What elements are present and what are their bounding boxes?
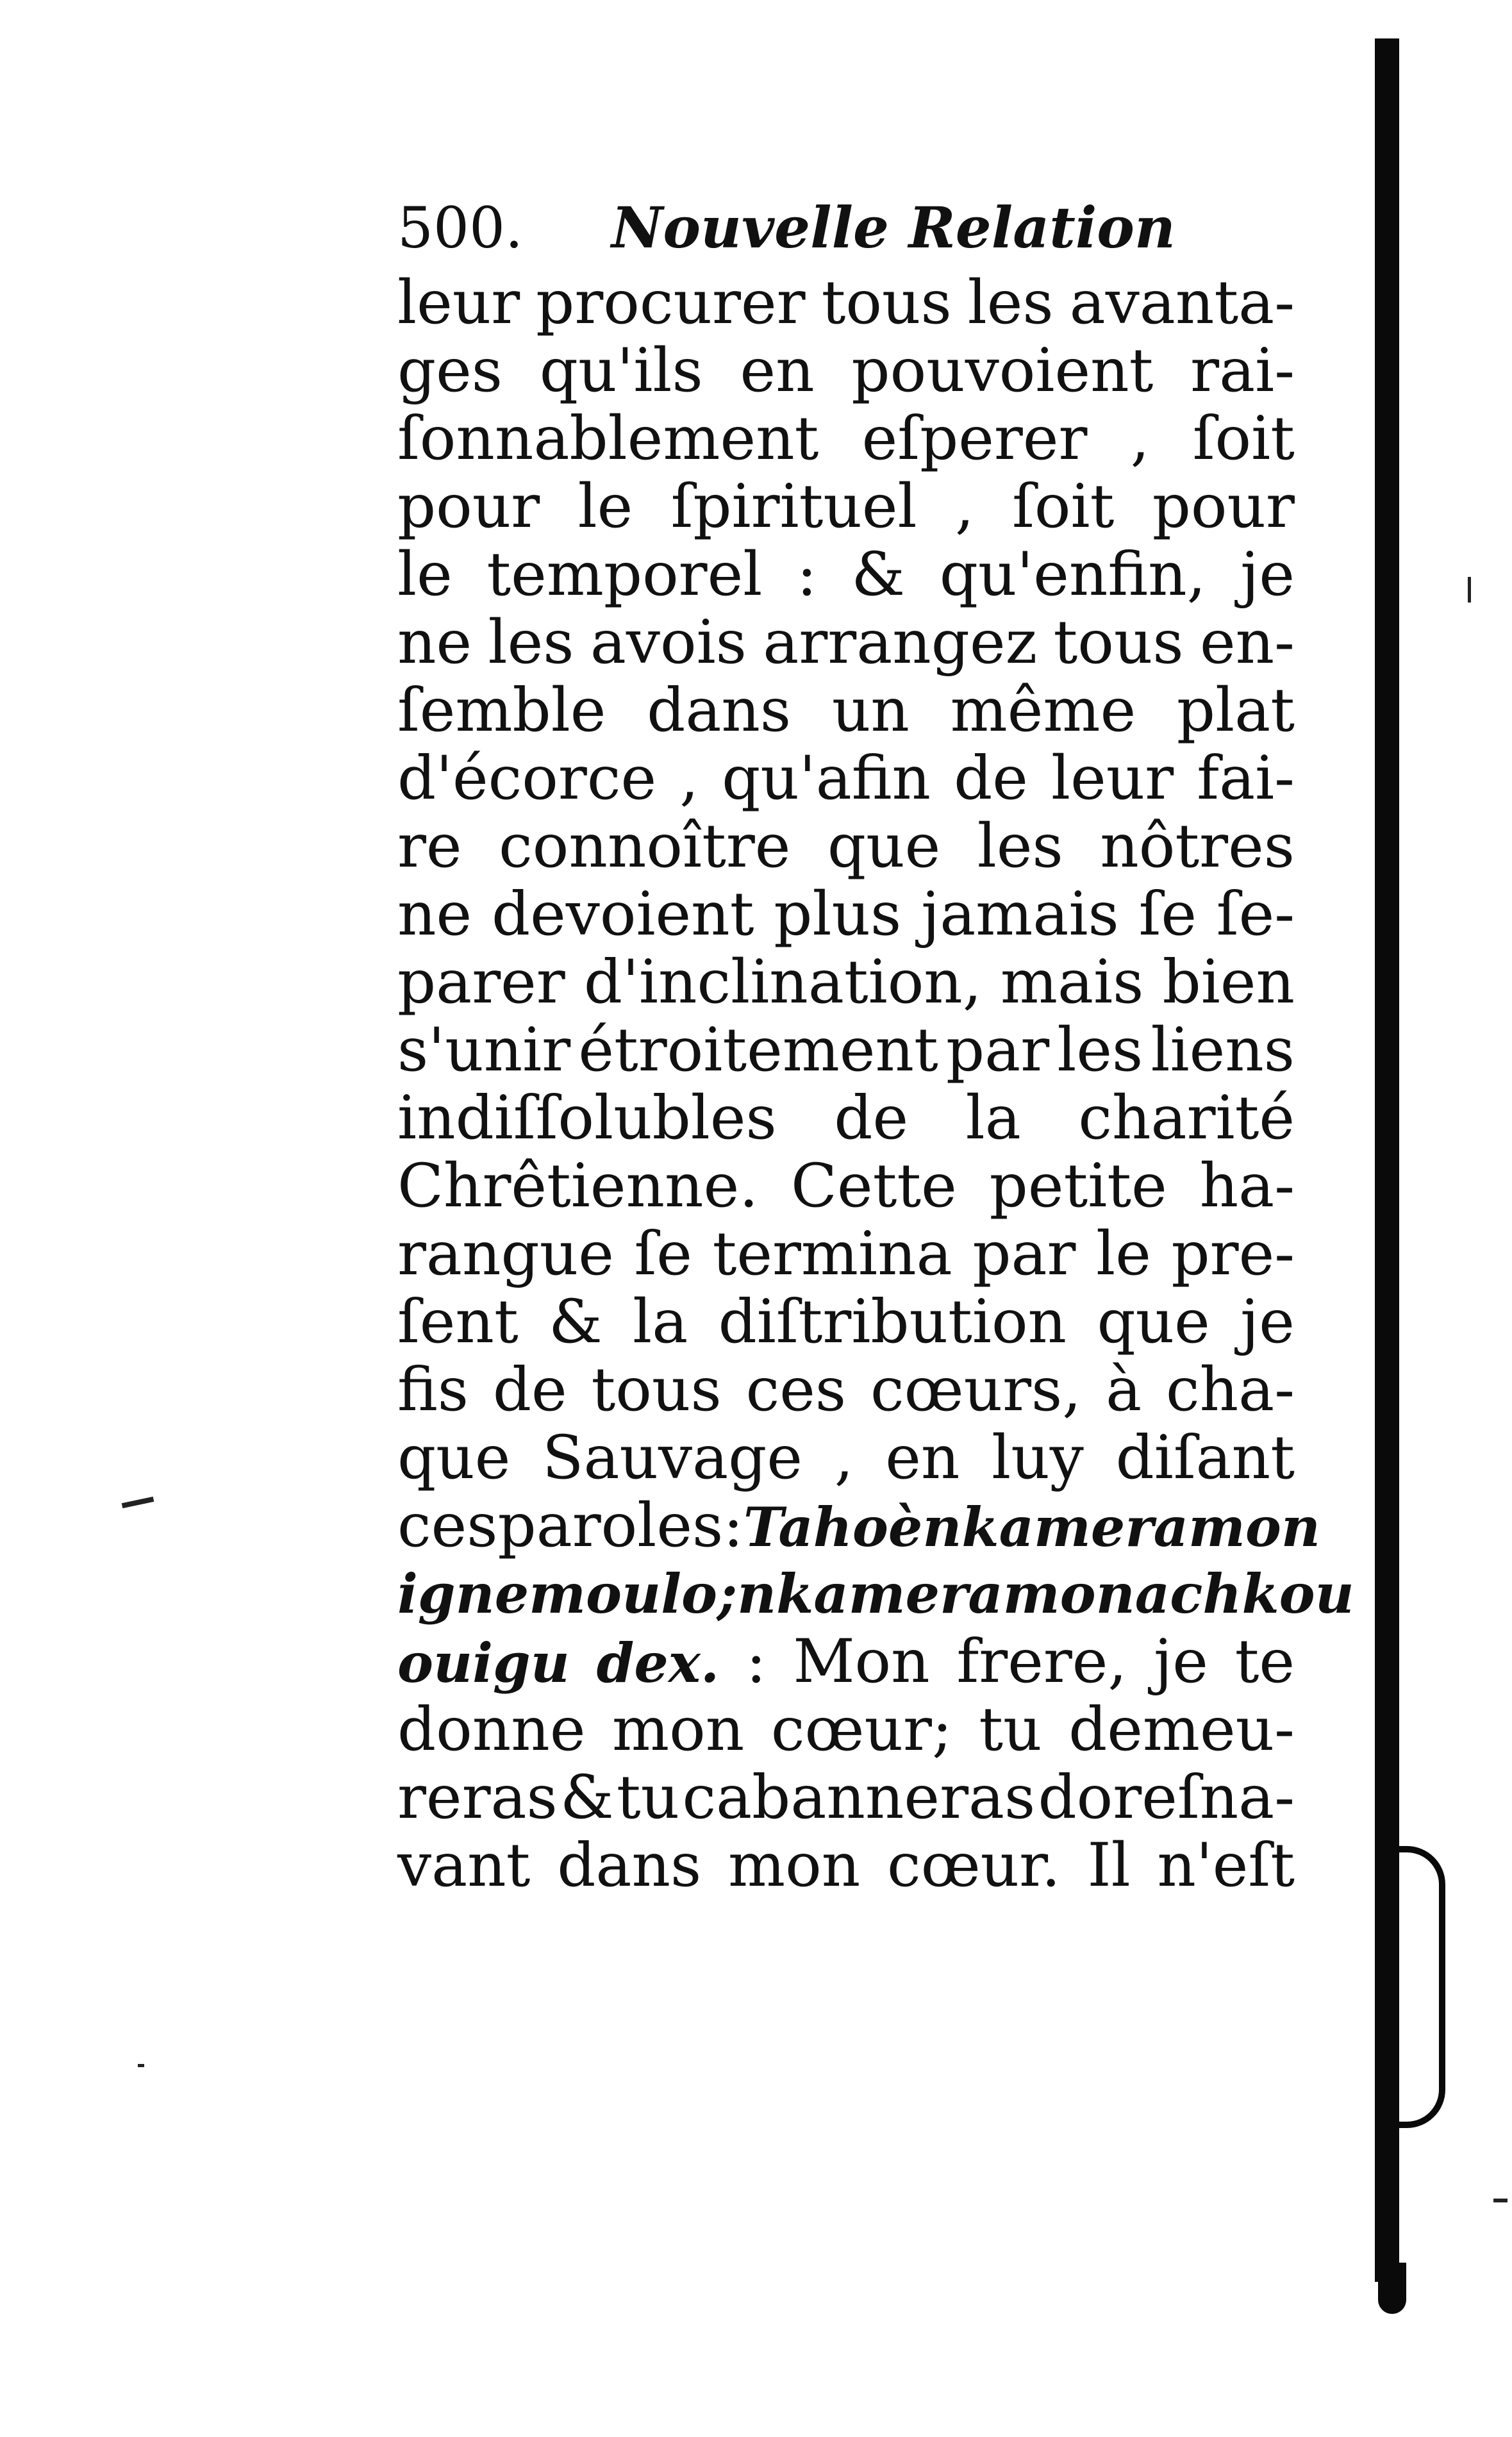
word: le — [397, 540, 453, 610]
word: nkameramon — [922, 1495, 1321, 1559]
word: ges — [397, 336, 503, 406]
word: Mon — [793, 1627, 930, 1697]
word: pour — [1152, 472, 1295, 542]
word: je — [1240, 1287, 1295, 1357]
word: , — [1130, 404, 1150, 474]
word: bien — [1162, 947, 1295, 1017]
word: tous — [821, 268, 952, 338]
word: frere, — [956, 1627, 1127, 1697]
word: d'inclination, — [583, 947, 982, 1017]
text-line — [397, 1356, 1295, 1424]
text-line — [397, 1424, 1295, 1492]
word: ha- — [1199, 1151, 1295, 1221]
word: Tahoè — [743, 1495, 923, 1559]
text-line — [397, 949, 1295, 1017]
word: ſonnablement — [397, 404, 819, 474]
word: dans — [557, 1831, 702, 1901]
text-line — [397, 337, 1295, 405]
word: qu'afin — [722, 744, 931, 813]
body-text — [397, 268, 1354, 1901]
word: procurer — [536, 268, 806, 338]
word: vant — [397, 1831, 531, 1901]
word: parer — [397, 947, 565, 1017]
word: diſant — [1115, 1423, 1295, 1493]
word: ouigu — [397, 1631, 570, 1695]
word: pre- — [1171, 1219, 1295, 1289]
word: étroitement — [578, 1015, 938, 1085]
word: ſent — [397, 1287, 519, 1357]
word: ſpirituel — [670, 472, 917, 542]
text-line — [397, 1152, 1295, 1220]
word: liens — [1151, 1015, 1295, 1085]
word: tu — [616, 1763, 680, 1833]
word: avanta- — [1069, 268, 1295, 338]
text-line — [397, 609, 1295, 677]
text-line — [397, 1491, 1321, 1561]
word: : — [745, 1627, 767, 1697]
word: ſemble — [397, 676, 606, 745]
word: d'écorce — [397, 744, 657, 813]
word: petite — [989, 1151, 1167, 1221]
word: reras — [397, 1763, 558, 1833]
word: tous — [591, 1355, 722, 1425]
word: arrangez — [763, 608, 1038, 678]
word: ; — [717, 1562, 738, 1626]
word: tu — [979, 1695, 1042, 1765]
margin-mark — [122, 1497, 154, 1508]
text-line — [397, 541, 1295, 609]
text-line — [397, 1017, 1295, 1085]
word: que — [827, 811, 941, 881]
margin-mark — [138, 2064, 144, 2067]
word: leur — [397, 268, 520, 338]
word: de — [954, 744, 1028, 813]
text-line — [397, 473, 1295, 541]
word: temporel — [486, 540, 763, 610]
word: les — [488, 608, 574, 678]
word: pour — [397, 472, 540, 542]
word: fai- — [1197, 744, 1295, 813]
word: les — [977, 811, 1063, 881]
word: & — [851, 540, 906, 610]
word: dans — [647, 676, 792, 745]
text-line — [397, 1764, 1295, 1832]
text-line — [397, 745, 1295, 813]
word: demeu- — [1068, 1695, 1295, 1765]
text-line — [397, 1288, 1295, 1356]
word: la — [965, 1083, 1021, 1153]
word: mon — [728, 1831, 861, 1901]
running-title: Nouvelle Relation — [611, 194, 1176, 261]
word: en — [885, 1423, 960, 1493]
word: ſoit — [1192, 404, 1295, 474]
word: fis — [397, 1355, 469, 1425]
word: , — [954, 472, 974, 542]
word: re — [397, 811, 462, 881]
word: luy — [992, 1423, 1084, 1493]
word: s'unir — [397, 1015, 571, 1085]
text-line — [397, 405, 1295, 473]
word: ſoit — [1012, 472, 1115, 542]
word: , — [679, 744, 699, 813]
word: cœur. — [887, 1831, 1061, 1901]
word: indiſſolubles — [397, 1083, 777, 1153]
word: achkou — [1134, 1562, 1354, 1626]
text-line — [397, 269, 1295, 337]
word: ſe — [1138, 879, 1197, 949]
word: nkameramon — [737, 1562, 1135, 1626]
word: rangue — [397, 1219, 614, 1289]
word: ignemoulo — [397, 1562, 718, 1626]
text-line — [397, 1832, 1295, 1900]
word: je — [1240, 540, 1295, 610]
word: ne — [397, 879, 472, 949]
word: cabanneras — [682, 1763, 1036, 1833]
word: cœur; — [770, 1695, 952, 1765]
word: mais — [1000, 947, 1144, 1017]
word: que — [1097, 1287, 1210, 1357]
text-line — [397, 1628, 1295, 1696]
word: en- — [1200, 608, 1295, 678]
running-head — [397, 186, 1308, 269]
word: par — [946, 1015, 1050, 1085]
binding-thread — [1394, 1846, 1445, 2128]
word: pouvoient — [851, 336, 1154, 406]
word: Cette — [791, 1151, 957, 1221]
word: devoient — [491, 879, 754, 949]
margin-mark — [1468, 577, 1471, 603]
word: je — [1154, 1627, 1208, 1697]
text-line — [397, 1085, 1295, 1152]
word: ſe- — [1216, 879, 1295, 949]
text-line — [397, 1560, 1354, 1628]
word: le — [1096, 1219, 1151, 1289]
word: paroles: — [497, 1491, 744, 1561]
word: charité — [1078, 1083, 1295, 1153]
word: termina — [712, 1219, 952, 1289]
word: plat — [1176, 676, 1295, 745]
word: plus — [774, 879, 902, 949]
word: diſtribution — [718, 1287, 1067, 1357]
word: que — [397, 1423, 511, 1493]
word: même — [950, 676, 1136, 745]
word: ne — [397, 608, 472, 678]
word: cœurs, — [870, 1355, 1082, 1425]
text-line — [397, 1696, 1295, 1764]
word: les — [1057, 1015, 1143, 1085]
word: un — [831, 676, 910, 745]
word: en — [740, 336, 815, 406]
word: , — [834, 1423, 854, 1493]
word: ſe — [634, 1219, 692, 1289]
text-line — [397, 677, 1295, 745]
binding-edge-cap — [1378, 2263, 1406, 2314]
word: Sauvage — [542, 1423, 802, 1493]
margin-mark — [1493, 2199, 1508, 2202]
word: ces — [745, 1355, 847, 1425]
word: qu'ils — [539, 336, 703, 406]
word: avois — [590, 608, 747, 678]
word: tous — [1053, 608, 1184, 678]
page-number: 500. — [397, 195, 523, 261]
word: eſperer — [861, 404, 1088, 474]
text-line — [397, 881, 1295, 949]
word: jamais — [921, 879, 1119, 949]
word: la — [633, 1287, 688, 1357]
word: par — [972, 1219, 1076, 1289]
word: cha- — [1166, 1355, 1295, 1425]
word: connoître — [499, 811, 791, 881]
word: rai- — [1190, 336, 1295, 406]
word: nôtres — [1100, 811, 1295, 881]
word: donne — [397, 1695, 586, 1765]
word: leur — [1051, 744, 1174, 813]
word: & — [560, 1763, 614, 1833]
word: dex. — [596, 1631, 720, 1695]
word: Il — [1087, 1831, 1131, 1901]
word: de — [492, 1355, 567, 1425]
text-line — [397, 813, 1295, 881]
word: : — [796, 540, 817, 610]
word: qu'enfin, — [939, 540, 1206, 610]
word: Chrêtienne. — [397, 1151, 759, 1221]
word: & — [549, 1287, 602, 1357]
text-line — [397, 1220, 1295, 1288]
word: te — [1234, 1627, 1295, 1697]
word: à — [1106, 1355, 1142, 1425]
word: doreſna- — [1038, 1763, 1295, 1833]
word: mon — [612, 1695, 745, 1765]
word: de — [834, 1083, 909, 1153]
word: les — [967, 268, 1054, 338]
word: n'eſt — [1157, 1831, 1295, 1901]
word: ces — [397, 1491, 498, 1561]
word: le — [577, 472, 633, 542]
